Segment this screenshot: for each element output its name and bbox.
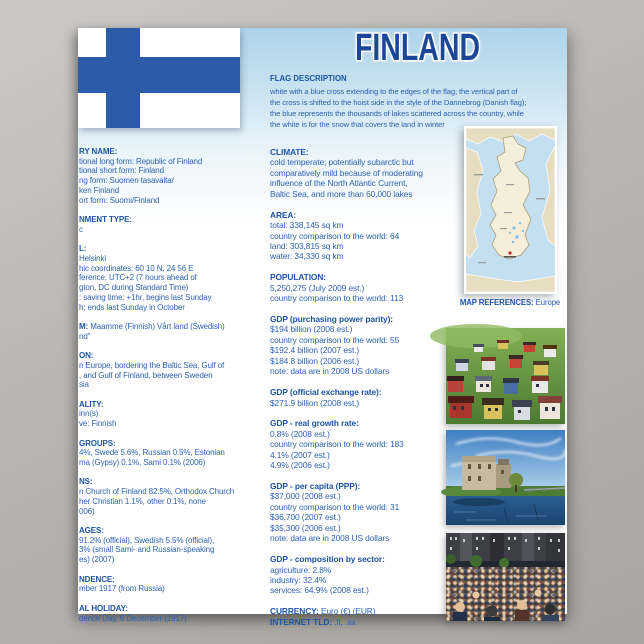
text-line: cold temperate; potentially subarctic but [270, 157, 414, 168]
text-line: influence of the North Atlantic Current, [270, 178, 408, 189]
text-line: L: [79, 244, 87, 254]
text-line [79, 468, 267, 478]
text-line: mber 1917 (from Russia) [79, 584, 165, 594]
text-line [79, 312, 267, 322]
text-line: hic coordinates: 60 10 N, 24 56 E [79, 263, 194, 273]
text-line: n Church of Finland 82.5%, Orthodox Church [79, 487, 235, 497]
text-line [270, 544, 462, 554]
text-line [270, 596, 462, 606]
text-line [79, 594, 267, 604]
finland-poster [78, 27, 567, 627]
text-line: land: 303,815 sq km [270, 240, 344, 251]
text-line [79, 565, 267, 575]
text-line: 0.8% (2008 est.) [270, 428, 330, 439]
finland-map-thumbnail [464, 126, 557, 294]
text-line [79, 429, 267, 439]
flag-description-heading: FLAG DESCRIPTION [270, 74, 347, 83]
flag-cross-horizontal-bar [78, 57, 240, 93]
text-line: GDP (purchasing power parity): [270, 314, 393, 324]
text-line: agriculture: 2.8% [270, 564, 332, 575]
text-line: note: data are in 2008 US dollars [270, 533, 390, 544]
flag-description-block [270, 74, 548, 130]
text-line [79, 341, 267, 351]
text-line: gton, DC during Standard Time) [79, 283, 189, 293]
text-line: the blue represents the thousands of lakes scattered across the country, while [270, 109, 524, 118]
text-line: GDP - per capita (PPP): [270, 481, 361, 491]
text-line: country comparison to the world: 183 [270, 439, 404, 450]
text-line: sia [79, 380, 89, 390]
map-references-caption [458, 298, 562, 307]
text-line: es) (2007) [79, 555, 115, 565]
street-crowd-photo [446, 533, 565, 621]
map-references-value: Europe [533, 298, 561, 307]
text-line [79, 390, 267, 400]
text-line: $184.8 billion (2006 est.) [270, 355, 360, 366]
text-line: n Europe, bordering the Baltic Sea, Gulf of [79, 360, 225, 370]
text-line: AL HOLIDAY: [79, 603, 128, 613]
text-line: $37,000 (2008 est.) [270, 491, 341, 502]
text-line: 5,250,275 (July 2009 est.) [270, 282, 365, 293]
text-line: tional long form: Republic of Finland [79, 156, 203, 166]
text-line: NMENT TYPE: [79, 215, 132, 225]
text-line: NDENCE: [79, 574, 115, 584]
text-line [270, 199, 462, 209]
text-line: AREA: [270, 209, 297, 220]
text-line: c [79, 224, 83, 234]
text-line: ng form: Suomen tasavalta/ [79, 176, 174, 186]
text-line: ort form: Suomi/Finland [79, 195, 160, 205]
text-line: country comparison to the world: 113 [270, 293, 404, 304]
text-line: country comparison to the world: 64 [270, 230, 400, 241]
text-line: ference: UTC+2 (7 hours ahead of [79, 273, 197, 283]
text-line [270, 471, 462, 481]
text-line: note: data are in 2008 US dollars [270, 366, 390, 377]
text-line: h; ends last Sunday in October [79, 302, 185, 312]
poster-title: FINLAND [354, 27, 481, 69]
text-line: 006) [79, 506, 95, 516]
text-line: Baltic Sea, and more than 60,000 lakes [270, 188, 413, 199]
text-line: GDP - real growth rate: [270, 418, 359, 429]
text-line: ve: Finnish [79, 419, 117, 429]
castle-lake-photo [446, 430, 565, 525]
text-line [79, 234, 267, 244]
text-line: her Christian 1.1%, other 0.1%, none [79, 496, 206, 506]
text-line: GROUPS: [79, 438, 116, 448]
text-line: GDP (official exchange rate): [270, 387, 382, 398]
text-line: POPULATION: [270, 272, 326, 283]
text-line: $271.9 billion (2008 est.) [270, 397, 360, 408]
text-line [79, 205, 267, 215]
text-line: 4%, Swede 5.6%, Russian 0.5%, Estonian [79, 448, 225, 458]
text-line: $36,700 (2007 est.) [270, 512, 341, 523]
text-line: inn(s) [79, 409, 99, 419]
village-houses-photo [446, 328, 565, 424]
text-line: M: Maamme (Finnish) Vårt land (Swedish) [79, 321, 225, 331]
text-line: ON: [79, 351, 94, 361]
text-line: NS: [79, 477, 93, 487]
text-line: water: 34,330 sq km [270, 251, 344, 262]
text-line: total: 338,145 sq km [270, 220, 344, 231]
text-line: $35,300 (2006 est.) [270, 522, 341, 533]
text-line: the cross is shifted to the hoist side in the style of the Dannebrog (Danish flag); [270, 98, 527, 107]
text-line [270, 408, 462, 418]
text-line: dence Day, 6 December (1917) [79, 613, 187, 623]
text-line: RY NAME: [79, 147, 118, 156]
text-line: nd" [79, 331, 91, 341]
text-line: : saving time: +1hr, begins last Sunday [79, 292, 212, 302]
left-text-column [79, 147, 267, 623]
text-line: ALITY: [79, 399, 104, 409]
text-line [270, 262, 462, 272]
flag-description-text [270, 86, 548, 130]
text-line: 3% (small Sami- and Russian-speaking [79, 545, 215, 555]
text-line: comparatively mild because of moderating [270, 167, 423, 178]
text-line [79, 516, 267, 526]
text-line: , and Gulf of Finland, between Sweden [79, 370, 213, 380]
text-line: INTERNET TLD: .fi, .ax [270, 616, 356, 627]
text-line: country comparison to the world: 55 [270, 334, 400, 345]
text-line: the white is for the snow that covers the land in winter [270, 120, 445, 129]
text-line: $192.4 billion (2007 est.) [270, 345, 360, 356]
text-line: ma (Gypsy) 0.1%, Sami 0.1% (2006) [79, 458, 206, 467]
text-line [270, 304, 462, 314]
text-line: Helsinki [79, 253, 107, 263]
text-line: CURRENCY: Euro (€) (EUR) [270, 606, 376, 617]
text-line [270, 377, 462, 387]
map-references-label: MAP REFERENCES: [459, 298, 534, 307]
text-line: country comparison to the world: 31 [270, 501, 400, 512]
helsinki-map-dot [508, 251, 511, 254]
middle-text-column [270, 147, 462, 627]
text-line: white with a blue cross extending to the edges of the flag; the vertical part of [270, 87, 518, 96]
text-line: GDP - composition by sector: [270, 554, 385, 565]
finland-flag-image [78, 28, 240, 128]
text-line: industry: 32.4% [270, 574, 327, 585]
text-line: services: 64.9% (2008 est.) [270, 585, 369, 596]
text-line: AGES: [79, 526, 104, 536]
text-line: tional short form: Finland [79, 166, 164, 176]
text-line: CLIMATE: [270, 147, 309, 157]
text-line: 4.9% (2006 est.) [270, 460, 330, 471]
finland-map-graphic [466, 128, 555, 292]
text-line: 4.1% (2007 est.) [270, 449, 330, 460]
text-line: $194 billion (2008 est.) [270, 324, 353, 335]
text-line: ken Finland [79, 185, 120, 195]
text-line: 91.2% (official), Swedish 5.5% (official), [79, 535, 215, 545]
